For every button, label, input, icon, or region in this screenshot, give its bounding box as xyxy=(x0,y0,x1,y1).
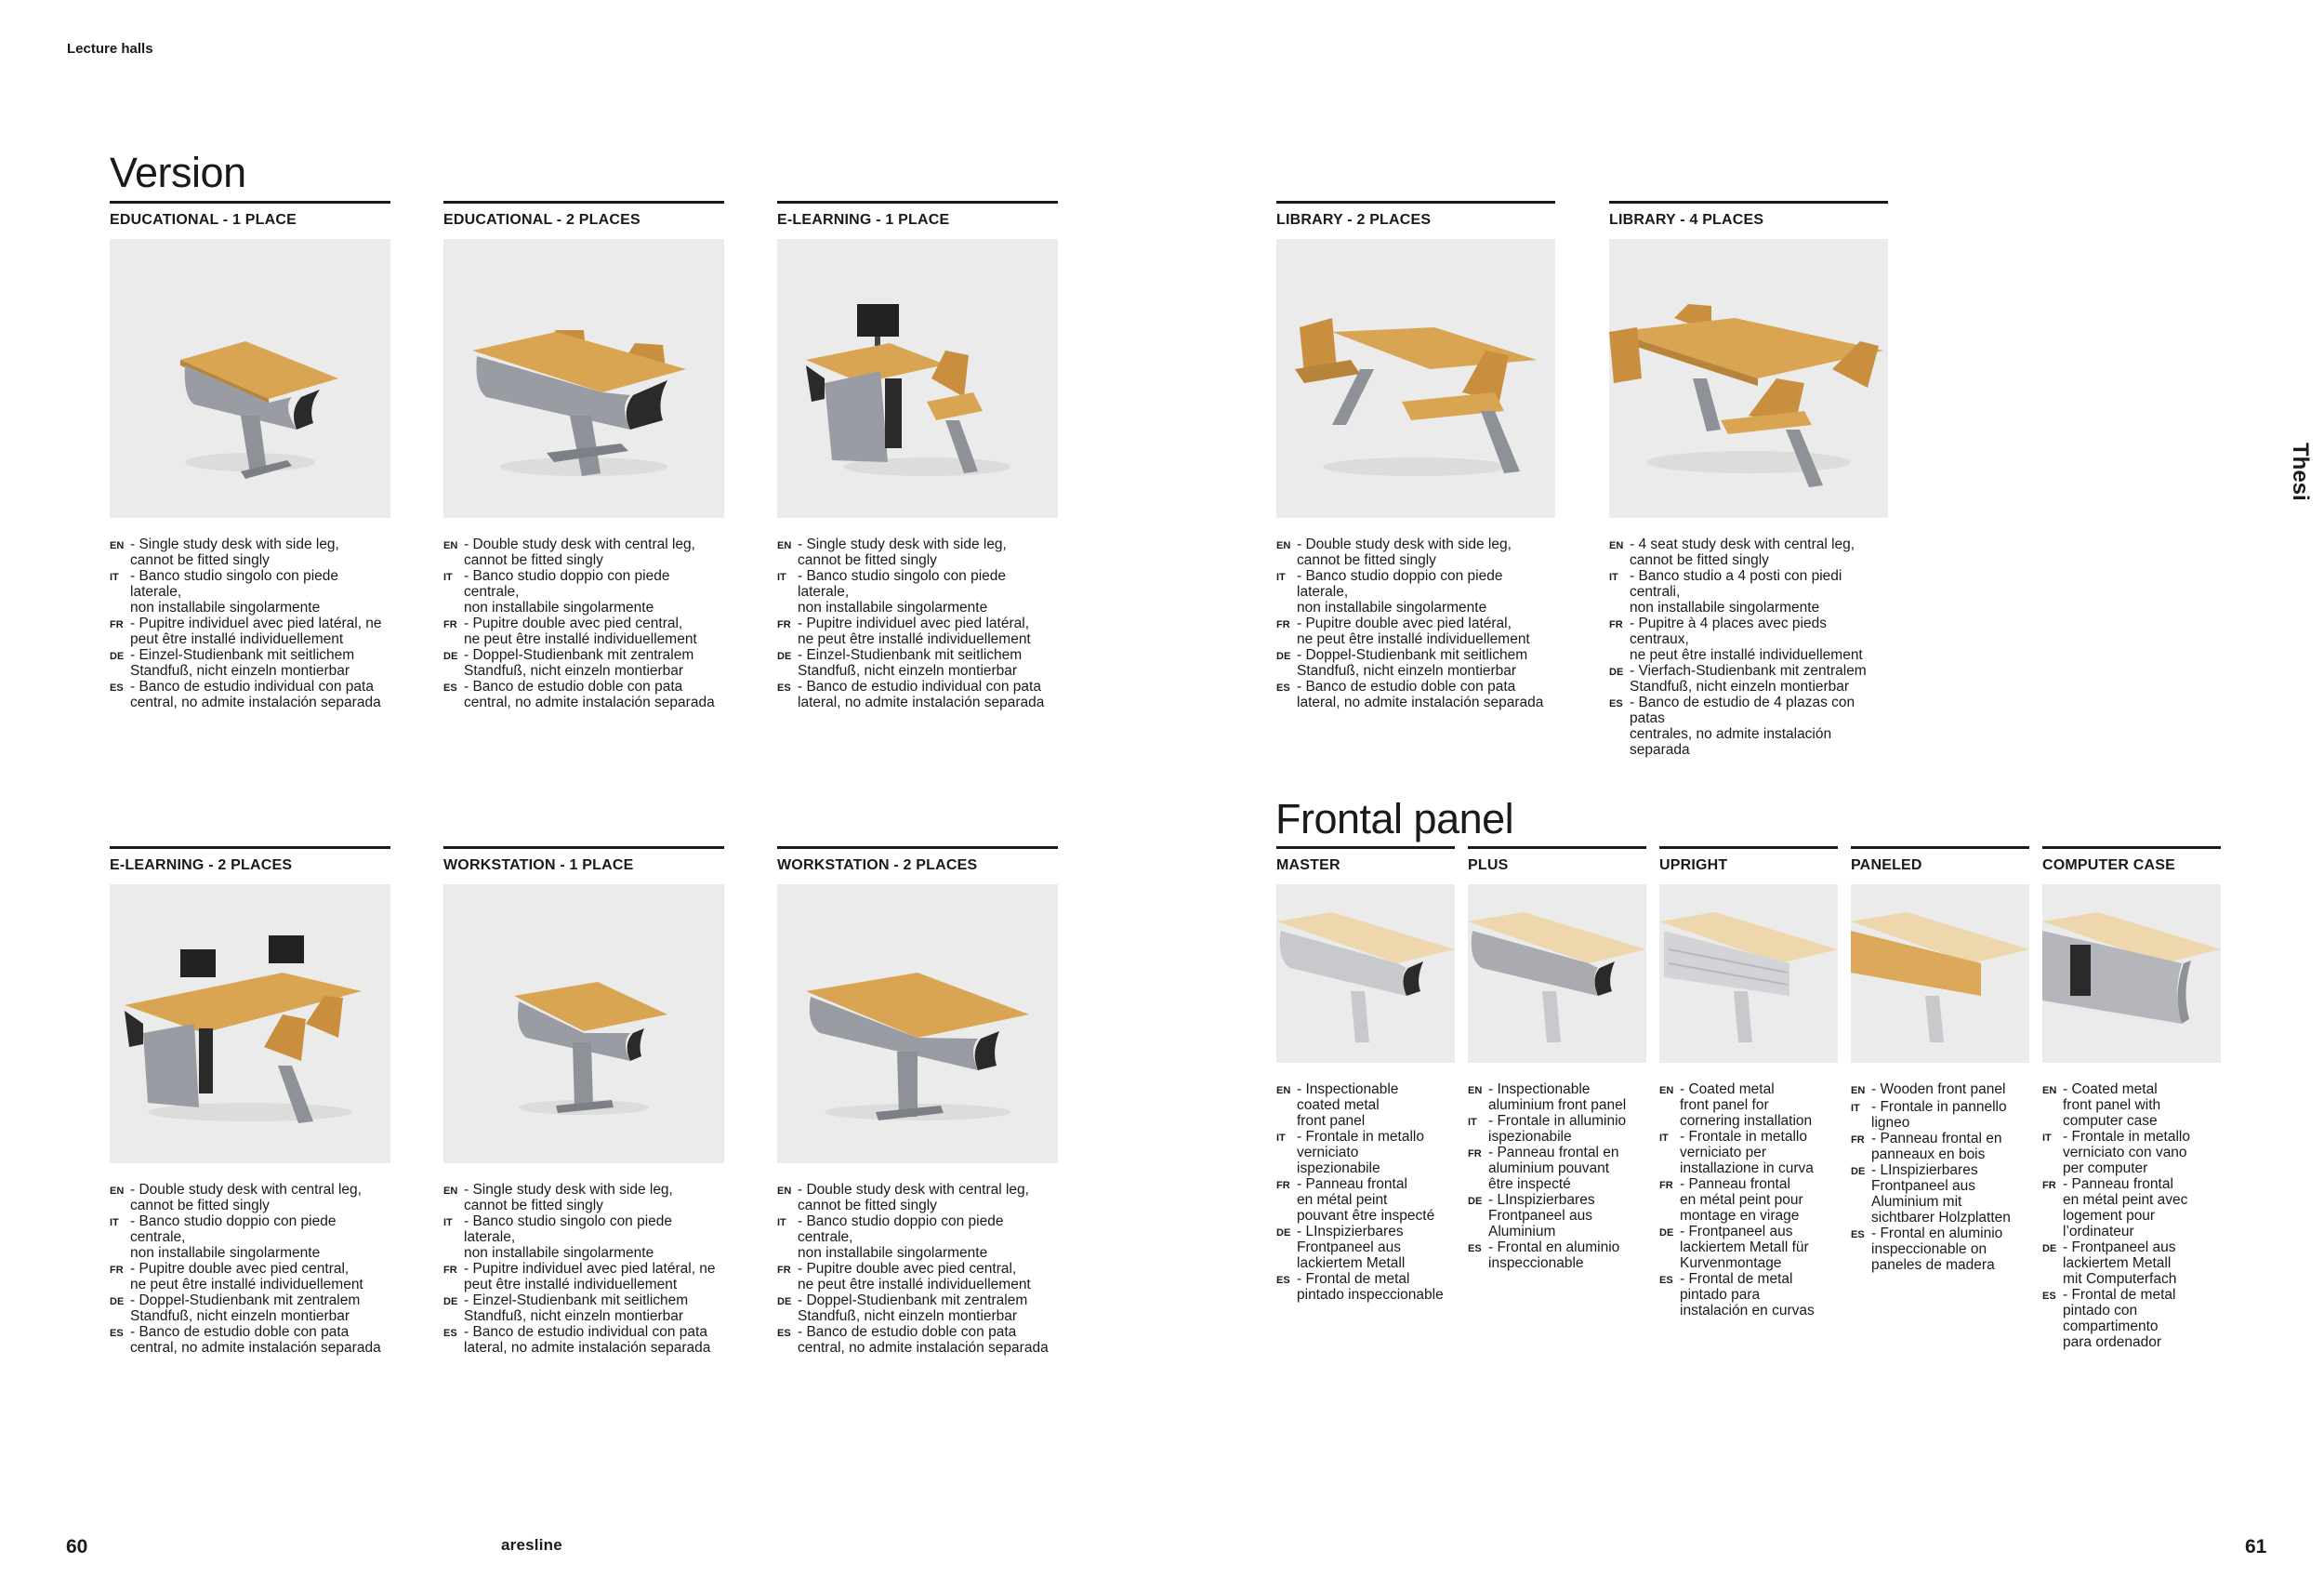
language-code: IT xyxy=(1609,572,1618,583)
description-text: - Einzel-Studienbank mit seitlichem Standfuß, nicht einzeln montierbar xyxy=(798,647,1023,679)
description-text: - Banco de estudio doble con pata central, no admite instalación separada xyxy=(798,1324,1049,1356)
language-code: DE xyxy=(1468,1196,1483,1207)
language-code: ES xyxy=(1276,1275,1290,1286)
description-text: - Pupitre double avec pied central, ne peut être installé individuellement xyxy=(130,1261,363,1292)
description-text: - Coated metal front panel for cornering installation xyxy=(1680,1081,1813,1129)
description-line xyxy=(1609,663,1888,695)
description-text: - Einzel-Studienbank mit seitlichem Standfuß, nicht einzeln montierbar xyxy=(130,647,355,679)
description-line xyxy=(1659,1081,1838,1129)
item-title: PLUS xyxy=(1468,857,1509,873)
product-photo xyxy=(1468,884,1646,1063)
product-photo xyxy=(1276,239,1555,518)
description-text: - Frontal en aluminio inspeccionable xyxy=(1488,1239,1620,1271)
description-text: - LInspizierbares Frontpaneel aus Aluminium mit sichtbarer Holzplatten xyxy=(1871,1162,2011,1226)
version-item xyxy=(443,846,724,1356)
language-code: IT xyxy=(443,572,453,583)
language-code: FR xyxy=(443,619,457,630)
product-photo xyxy=(443,884,724,1163)
desk-illustration xyxy=(443,884,724,1163)
language-code: IT xyxy=(110,1217,119,1228)
item-title: E-LEARNING - 1 PLACE xyxy=(777,212,950,228)
desk-illustration xyxy=(443,239,724,518)
product-photo xyxy=(2042,884,2221,1063)
title-rule xyxy=(110,201,390,204)
item-description xyxy=(1609,537,1888,758)
description-text: - Banco de estudio individual con pata central, no admite instalación separada xyxy=(130,679,381,710)
description-line xyxy=(1659,1129,1838,1176)
item-title: MASTER xyxy=(1276,857,1340,873)
version-item xyxy=(777,846,1058,1356)
description-line xyxy=(443,679,724,710)
description-text: - Inspectionable aluminium front panel xyxy=(1488,1081,1627,1113)
description-line xyxy=(110,1292,390,1324)
description-line xyxy=(777,568,1058,616)
description-text: - Banco de estudio doble con pata central, no admite instalación separada xyxy=(130,1324,381,1356)
description-line xyxy=(777,679,1058,710)
title-rule xyxy=(1276,201,1555,204)
item-description xyxy=(110,537,390,710)
language-code: EN xyxy=(110,1186,125,1197)
description-text: - Banco studio singolo con piede laterale, non installabile singolarmente xyxy=(130,568,339,616)
title-rule xyxy=(777,201,1058,204)
description-text: - 4 seat study desk with central leg, cannot be fitted singly xyxy=(1630,537,1855,568)
language-code: ES xyxy=(1468,1243,1482,1254)
description-text: - Frontal en aluminio inspeccionable on paneles de madera xyxy=(1871,1226,2003,1273)
title-rule xyxy=(443,201,724,204)
language-code: IT xyxy=(777,1217,786,1228)
description-line xyxy=(1276,647,1555,679)
desk-illustration xyxy=(110,239,390,518)
description-text: - Banco studio doppio con piede laterale, non installabile singolarmente xyxy=(1297,568,1503,616)
item-title: WORKSTATION - 1 PLACE xyxy=(443,857,634,873)
description-line xyxy=(2042,1287,2221,1350)
description-text: - Banco de estudio doble con pata lateral, no admite instalación separada xyxy=(1297,679,1544,710)
language-code: FR xyxy=(1851,1134,1865,1146)
description-text: - Double study desk with central leg, cannot be fitted singly xyxy=(798,1182,1029,1213)
description-line xyxy=(1276,537,1555,568)
description-text: - Banco studio doppio con piede centrale, non installabile singolarmente xyxy=(130,1213,337,1261)
language-code: DE xyxy=(1276,1227,1291,1239)
language-code: FR xyxy=(1609,619,1623,630)
description-text: - Pupitre double avec pied central, ne peut être installé individuellement xyxy=(464,616,697,647)
item-description xyxy=(110,1182,390,1356)
brand-logo: aresline xyxy=(501,1536,562,1554)
description-line xyxy=(1659,1176,1838,1224)
version-item xyxy=(777,201,1058,710)
language-code: ES xyxy=(110,682,124,694)
language-code: DE xyxy=(1276,651,1291,662)
description-line xyxy=(2042,1129,2221,1176)
language-code: DE xyxy=(1609,667,1624,678)
description-line xyxy=(110,1261,390,1292)
language-code: IT xyxy=(443,1217,453,1228)
language-code: EN xyxy=(777,1186,792,1197)
description-line xyxy=(1276,1224,1455,1271)
description-text: - Pupitre à 4 places avec pieds centraux, ne peut être installé individuellement xyxy=(1630,616,1863,663)
language-code: DE xyxy=(1659,1227,1674,1239)
item-title: PANELED xyxy=(1851,857,1922,873)
item-description xyxy=(1468,1081,1646,1271)
description-text: - Banco studio a 4 posti con piedi centrali, non installabile singolarmente xyxy=(1630,568,1842,616)
description-line xyxy=(1276,1176,1455,1224)
language-code: IT xyxy=(110,572,119,583)
language-code: FR xyxy=(443,1265,457,1276)
item-description xyxy=(443,1182,724,1356)
language-code: EN xyxy=(1468,1085,1483,1096)
language-code: EN xyxy=(777,540,792,551)
description-line xyxy=(110,568,390,616)
language-code: FR xyxy=(1276,619,1290,630)
language-code: ES xyxy=(777,1328,791,1339)
panel-illustration xyxy=(1468,884,1646,1063)
description-line xyxy=(1851,1131,2029,1162)
language-code: FR xyxy=(1276,1180,1290,1191)
description-line xyxy=(1276,568,1555,616)
side-title: Thesi xyxy=(2288,443,2313,501)
product-photo xyxy=(1609,239,1888,518)
section-label: Lecture halls xyxy=(67,41,153,57)
description-text: - Einzel-Studienbank mit seitlichem Standfuß, nicht einzeln montierbar xyxy=(464,1292,689,1324)
language-code: EN xyxy=(1276,1085,1291,1096)
description-text: - Vierfach-Studienbank mit zentralem Standfuß, nicht einzeln montierbar xyxy=(1630,663,1867,695)
item-description xyxy=(1276,537,1555,710)
title-rule xyxy=(1851,846,2029,849)
description-text: - Pupitre individuel avec pied latéral, ne peut être installé individuellement xyxy=(130,616,382,647)
item-title: UPRIGHT xyxy=(1659,857,1728,873)
description-line xyxy=(2042,1081,2221,1129)
language-code: EN xyxy=(1659,1085,1674,1096)
language-code: DE xyxy=(443,1296,458,1307)
language-code: FR xyxy=(1468,1148,1482,1160)
item-title: EDUCATIONAL - 2 PLACES xyxy=(443,212,640,228)
language-code: DE xyxy=(777,1296,792,1307)
language-code: FR xyxy=(777,619,791,630)
title-rule xyxy=(1276,846,1455,849)
description-text: - Pupitre double avec pied central, ne peut être installé individuellement xyxy=(798,1261,1031,1292)
description-text: - Frontale in metallo verniciato con vano per computer xyxy=(2063,1129,2190,1176)
description-text: - Banco de estudio doble con pata central, no admite instalación separada xyxy=(464,679,715,710)
desk-illustration xyxy=(1276,239,1555,518)
desk-illustration xyxy=(777,884,1058,1163)
description-line xyxy=(110,1324,390,1356)
panel-illustration xyxy=(1851,884,2029,1063)
language-code: EN xyxy=(1851,1085,1866,1096)
language-code: IT xyxy=(2042,1133,2052,1144)
language-code: IT xyxy=(1276,1133,1286,1144)
description-line xyxy=(777,1261,1058,1292)
description-text: - Doppel-Studienbank mit zentralem Standfuß, nicht einzeln montierbar xyxy=(464,647,694,679)
language-code: ES xyxy=(1659,1275,1673,1286)
description-text: - Frontale in pannello ligneo xyxy=(1871,1099,2007,1131)
item-title: LIBRARY - 4 PLACES xyxy=(1609,212,1764,228)
description-line xyxy=(777,616,1058,647)
description-line xyxy=(2042,1239,2221,1287)
description-line xyxy=(777,1182,1058,1213)
frontal-item xyxy=(1851,846,2029,1273)
description-text: - Frontal de metal pintado con compartimento para ordenador xyxy=(2063,1287,2176,1350)
frontal-panel-title: Frontal panel xyxy=(1275,795,1514,842)
title-rule xyxy=(443,846,724,849)
product-photo xyxy=(777,884,1058,1163)
language-code: FR xyxy=(1659,1180,1673,1191)
description-line xyxy=(443,1213,724,1261)
language-code: ES xyxy=(110,1328,124,1339)
description-text: - Doppel-Studienbank mit seitlichem Standfuß, nicht einzeln montierbar xyxy=(1297,647,1528,679)
language-code: IT xyxy=(1276,572,1286,583)
description-line xyxy=(1851,1099,2029,1131)
language-code: ES xyxy=(2042,1291,2056,1302)
description-line xyxy=(110,1182,390,1213)
description-text: - Pupitre individuel avec pied latéral, ne peut être installé individuellement xyxy=(798,616,1031,647)
product-photo xyxy=(1659,884,1838,1063)
version-item xyxy=(1609,201,1888,758)
language-code: ES xyxy=(1609,698,1623,709)
description-line xyxy=(443,1292,724,1324)
item-description xyxy=(777,1182,1058,1356)
language-code: FR xyxy=(110,1265,124,1276)
language-code: FR xyxy=(110,619,124,630)
description-line xyxy=(1851,1081,2029,1099)
desk-illustration xyxy=(110,884,390,1163)
description-line xyxy=(1276,1271,1455,1303)
product-photo xyxy=(110,239,390,518)
language-code: DE xyxy=(110,1296,125,1307)
item-description xyxy=(2042,1081,2221,1350)
description-line xyxy=(1276,1129,1455,1176)
description-line xyxy=(443,1261,724,1292)
panel-illustration xyxy=(2042,884,2221,1063)
description-text: - Frontpaneel aus lackiertem Metall mit Computerfach xyxy=(2063,1239,2177,1287)
description-line xyxy=(443,1182,724,1213)
description-line xyxy=(777,1213,1058,1261)
description-text: - LInspizierbares Frontpaneel aus Aluminium xyxy=(1488,1192,1595,1239)
description-line xyxy=(1276,1081,1455,1129)
frontal-item xyxy=(2042,846,2221,1350)
version-item xyxy=(110,846,390,1356)
description-text: - LInspizierbares Frontpaneel aus lackiertem Metall xyxy=(1297,1224,1406,1271)
description-text: - Inspectionable coated metal front panel xyxy=(1297,1081,1399,1129)
description-line xyxy=(777,647,1058,679)
language-code: DE xyxy=(110,651,125,662)
description-line xyxy=(1609,695,1888,758)
language-code: FR xyxy=(777,1265,791,1276)
description-line xyxy=(1468,1145,1646,1192)
description-line xyxy=(1609,616,1888,663)
description-text: - Frontpaneel aus lackiertem Metall für Kurvenmontage xyxy=(1680,1224,1809,1271)
description-line xyxy=(443,568,724,616)
description-text: - Double study desk with side leg, cannot be fitted singly xyxy=(1297,537,1512,568)
page-number-left: 60 xyxy=(66,1536,88,1557)
language-code: FR xyxy=(2042,1180,2056,1191)
product-photo xyxy=(777,239,1058,518)
desk-illustration xyxy=(777,239,1058,518)
item-title: EDUCATIONAL - 1 PLACE xyxy=(110,212,297,228)
description-text: - Frontale in alluminio ispezionabile xyxy=(1488,1113,1627,1145)
description-text: - Banco de estudio individual con pata lateral, no admite instalación separada xyxy=(464,1324,711,1356)
description-line xyxy=(110,1213,390,1261)
product-photo xyxy=(110,884,390,1163)
frontal-item xyxy=(1276,846,1455,1303)
page-number-right: 61 xyxy=(2245,1536,2267,1557)
description-line xyxy=(1851,1162,2029,1226)
description-text: - Frontal de metal pintado inspeccionable xyxy=(1297,1271,1444,1303)
description-text: - Double study desk with central leg, cannot be fitted singly xyxy=(130,1182,362,1213)
language-code: DE xyxy=(2042,1243,2057,1254)
description-text: - Banco studio doppio con piede centrale, non installabile singolarmente xyxy=(464,568,670,616)
description-line xyxy=(443,537,724,568)
description-line xyxy=(443,647,724,679)
description-line xyxy=(1659,1271,1838,1319)
language-code: EN xyxy=(1276,540,1291,551)
language-code: DE xyxy=(443,651,458,662)
description-line xyxy=(1276,679,1555,710)
description-line xyxy=(777,1324,1058,1356)
title-rule xyxy=(110,846,390,849)
description-text: - Panneau frontal en métal peint pouvant être inspecté xyxy=(1297,1176,1435,1224)
description-text: - Banco de estudio individual con pata lateral, no admite instalación separada xyxy=(798,679,1045,710)
title-rule xyxy=(2042,846,2221,849)
description-text: - Single study desk with side leg, cannot be fitted singly xyxy=(464,1182,673,1213)
description-text: - Banco de estudio de 4 plazas con patas centrales, no admite instalación separada xyxy=(1630,695,1855,758)
language-code: EN xyxy=(443,1186,458,1197)
item-title: E-LEARNING - 2 PLACES xyxy=(110,857,293,873)
item-description xyxy=(1276,1081,1455,1303)
description-line xyxy=(1609,537,1888,568)
description-text: - Frontale in metallo verniciato ispezionabile xyxy=(1297,1129,1424,1176)
item-description xyxy=(443,537,724,710)
desk-illustration xyxy=(1609,239,1888,518)
description-line xyxy=(443,616,724,647)
language-code: ES xyxy=(777,682,791,694)
description-line xyxy=(1468,1239,1646,1271)
language-code: DE xyxy=(1851,1166,1866,1177)
description-line xyxy=(110,537,390,568)
version-title: Version xyxy=(110,149,246,196)
version-item xyxy=(443,201,724,710)
description-text: - Panneau frontal en aluminium pouvant être inspecté xyxy=(1488,1145,1619,1192)
language-code: EN xyxy=(1609,540,1624,551)
description-line xyxy=(110,647,390,679)
description-line xyxy=(1851,1226,2029,1273)
description-line xyxy=(1468,1192,1646,1239)
language-code: ES xyxy=(1276,682,1290,694)
description-line xyxy=(110,616,390,647)
description-line xyxy=(1468,1081,1646,1113)
version-item xyxy=(110,201,390,710)
frontal-item xyxy=(1659,846,1838,1319)
description-line xyxy=(2042,1176,2221,1239)
language-code: ES xyxy=(443,1328,457,1339)
language-code: ES xyxy=(1851,1229,1865,1240)
title-rule xyxy=(1609,201,1888,204)
item-description xyxy=(1659,1081,1838,1319)
title-rule xyxy=(1659,846,1838,849)
product-photo xyxy=(443,239,724,518)
description-line xyxy=(1468,1113,1646,1145)
description-text: - Panneau frontal en métal peint avec logement pour l’ordinateur xyxy=(2063,1176,2188,1239)
item-title: COMPUTER CASE xyxy=(2042,857,2176,873)
language-code: EN xyxy=(443,540,458,551)
description-text: - Doppel-Studienbank mit zentralem Standfuß, nicht einzeln montierbar xyxy=(130,1292,361,1324)
product-photo xyxy=(1276,884,1455,1063)
title-rule xyxy=(1468,846,1646,849)
item-description xyxy=(1851,1081,2029,1273)
title-rule xyxy=(777,846,1058,849)
panel-illustration xyxy=(1659,884,1838,1063)
description-text: - Wooden front panel xyxy=(1871,1081,2006,1097)
item-description xyxy=(777,537,1058,710)
language-code: IT xyxy=(1659,1133,1669,1144)
description-text: - Frontal de metal pintado para instalación en curvas xyxy=(1680,1271,1815,1319)
description-text: - Frontale in metallo verniciato per installazione in curva xyxy=(1680,1129,1814,1176)
language-code: EN xyxy=(110,540,125,551)
description-line xyxy=(777,537,1058,568)
version-item xyxy=(1276,201,1555,710)
frontal-item xyxy=(1468,846,1646,1271)
language-code: IT xyxy=(1851,1103,1860,1114)
description-text: - Double study desk with central leg, cannot be fitted singly xyxy=(464,537,695,568)
product-photo xyxy=(1851,884,2029,1063)
description-line xyxy=(1609,568,1888,616)
language-code: ES xyxy=(443,682,457,694)
description-text: - Pupitre individuel avec pied latéral, ne peut être installé individuellement xyxy=(464,1261,716,1292)
description-text: - Doppel-Studienbank mit zentralem Standfuß, nicht einzeln montierbar xyxy=(798,1292,1028,1324)
description-text: - Panneau frontal en métal peint pour montage en virage xyxy=(1680,1176,1803,1224)
description-text: - Banco studio doppio con piede centrale, non installabile singolarmente xyxy=(798,1213,1004,1261)
description-text: - Panneau frontal en panneaux en bois xyxy=(1871,1131,2002,1162)
language-code: EN xyxy=(2042,1085,2057,1096)
description-line xyxy=(443,1324,724,1356)
description-text: - Banco studio singolo con piede laterale, non installabile singolarmente xyxy=(464,1213,673,1261)
language-code: DE xyxy=(777,651,792,662)
description-text: - Banco studio singolo con piede laterale, non installabile singolarmente xyxy=(798,568,1007,616)
panel-illustration xyxy=(1276,884,1455,1063)
description-text: - Single study desk with side leg, cannot be fitted singly xyxy=(130,537,339,568)
item-title: LIBRARY - 2 PLACES xyxy=(1276,212,1432,228)
description-text: - Pupitre double avec pied latéral, ne peut être installé individuellement xyxy=(1297,616,1530,647)
description-line xyxy=(1276,616,1555,647)
description-line xyxy=(1659,1224,1838,1271)
language-code: IT xyxy=(777,572,786,583)
description-line xyxy=(777,1292,1058,1324)
item-title: WORKSTATION - 2 PLACES xyxy=(777,857,978,873)
description-line xyxy=(110,679,390,710)
description-text: - Single study desk with side leg, cannot be fitted singly xyxy=(798,537,1007,568)
description-text: - Coated metal front panel with computer case xyxy=(2063,1081,2161,1129)
language-code: IT xyxy=(1468,1117,1477,1128)
